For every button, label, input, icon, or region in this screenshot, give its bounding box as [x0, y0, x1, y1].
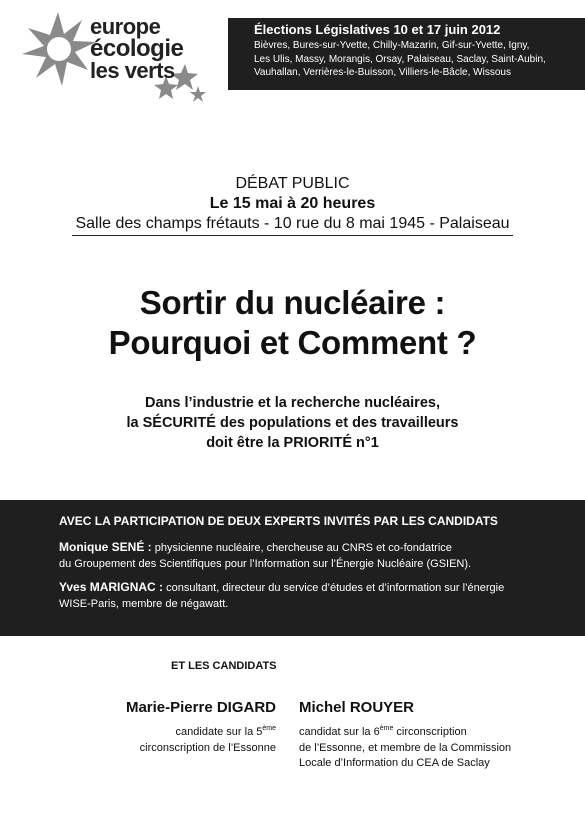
candidate-desc: [299, 721, 511, 772]
expert-name: Monique SENÉ :: [59, 540, 152, 554]
candidate-name: Michel ROUYER: [299, 699, 415, 716]
towns-line: Les Ulis, Massy, Morangis, Orsay, Palaiseau, Saclay, Saint-Aubin,: [254, 53, 546, 65]
expert-desc: consultant, directeur du service d’études et d’information sur l’énergie: [163, 582, 505, 594]
towns-line: Vauhallan, Verrières-le-Buisson, Villiers-le-Bâcle, Wissous: [254, 67, 511, 78]
page-title: [0, 283, 585, 363]
candidate-right: [299, 698, 511, 772]
headline-line: Sortir du nucléaire :: [139, 284, 446, 321]
experts-section: [0, 500, 585, 636]
ordinal-suffix: ème: [379, 725, 394, 732]
expert-name: Yves MARIGNAC :: [59, 580, 164, 594]
candidate-desc-text: candidat sur la 6: [299, 726, 380, 738]
candidate-left: [126, 698, 276, 756]
candidate-desc-text: candidate sur la 5: [175, 726, 263, 738]
expert-desc: du Groupement des Scientifiques pour l’Information sur l’Énergie Nucléaire (GSIEN).: [59, 558, 472, 570]
expert-entry: [59, 539, 569, 572]
debate-place: Salle des champs frétauts - 10 rue du 8 mai 1945 - Palaiseau: [72, 214, 512, 236]
subheadline: [0, 393, 585, 453]
debate-date: Le 15 mai à 20 heures: [209, 195, 376, 212]
expert-entry: [59, 579, 569, 612]
expert-desc: physicienne nucléaire, chercheuse au CNRS et co-fondatrice: [151, 542, 452, 554]
candidate-desc-text: circonscription de l’Essonne: [139, 741, 276, 754]
candidate-desc-text: Locale d’Information du CEA de Saclay: [299, 757, 490, 769]
candidate-name: Marie-Pierre DIGARD: [125, 699, 276, 716]
towns-line: Bièvres, Bures-sur-Yvette, Chilly-Mazarin, Gif-sur-Yvette, Igny,: [254, 40, 530, 51]
subhead-line: Dans l’industrie et la recherche nucléaires,: [145, 395, 440, 411]
candidate-desc: [126, 721, 276, 756]
candidate-desc-text: de l’Essonne, et membre de la Commission: [299, 741, 512, 754]
party-logo: [18, 8, 218, 108]
elections-title: Élections Législatives 10 et 17 juin 2012: [254, 22, 501, 37]
candidate-desc-text: circonscription: [393, 726, 467, 738]
experts-title: AVEC LA PARTICIPATION DE DEUX EXPERTS INVITÉS PAR LES CANDIDATS: [59, 514, 498, 528]
logo-line-les-verts: les verts: [90, 58, 175, 83]
elections-banner: [228, 18, 585, 90]
subhead-line: la SÉCURITÉ des populations et des travailleurs: [126, 415, 459, 431]
debate-title: DÉBAT PUBLIC: [235, 175, 350, 192]
logo-line-ecologie: écologie: [90, 35, 184, 62]
logo-wordmark: [90, 16, 183, 82]
headline-line: Pourquoi et Comment ?: [108, 324, 477, 361]
subhead-line: doit être la PRIORITÉ n°1: [206, 435, 379, 451]
logo-line-europe: europe: [90, 14, 161, 39]
ordinal-suffix: ème: [262, 725, 276, 732]
debate-info: [0, 174, 585, 236]
expert-desc: WISE-Paris, membre de négawatt.: [59, 598, 229, 610]
candidates-title: ET LES CANDIDATS: [171, 660, 277, 672]
elections-towns: [254, 39, 577, 80]
